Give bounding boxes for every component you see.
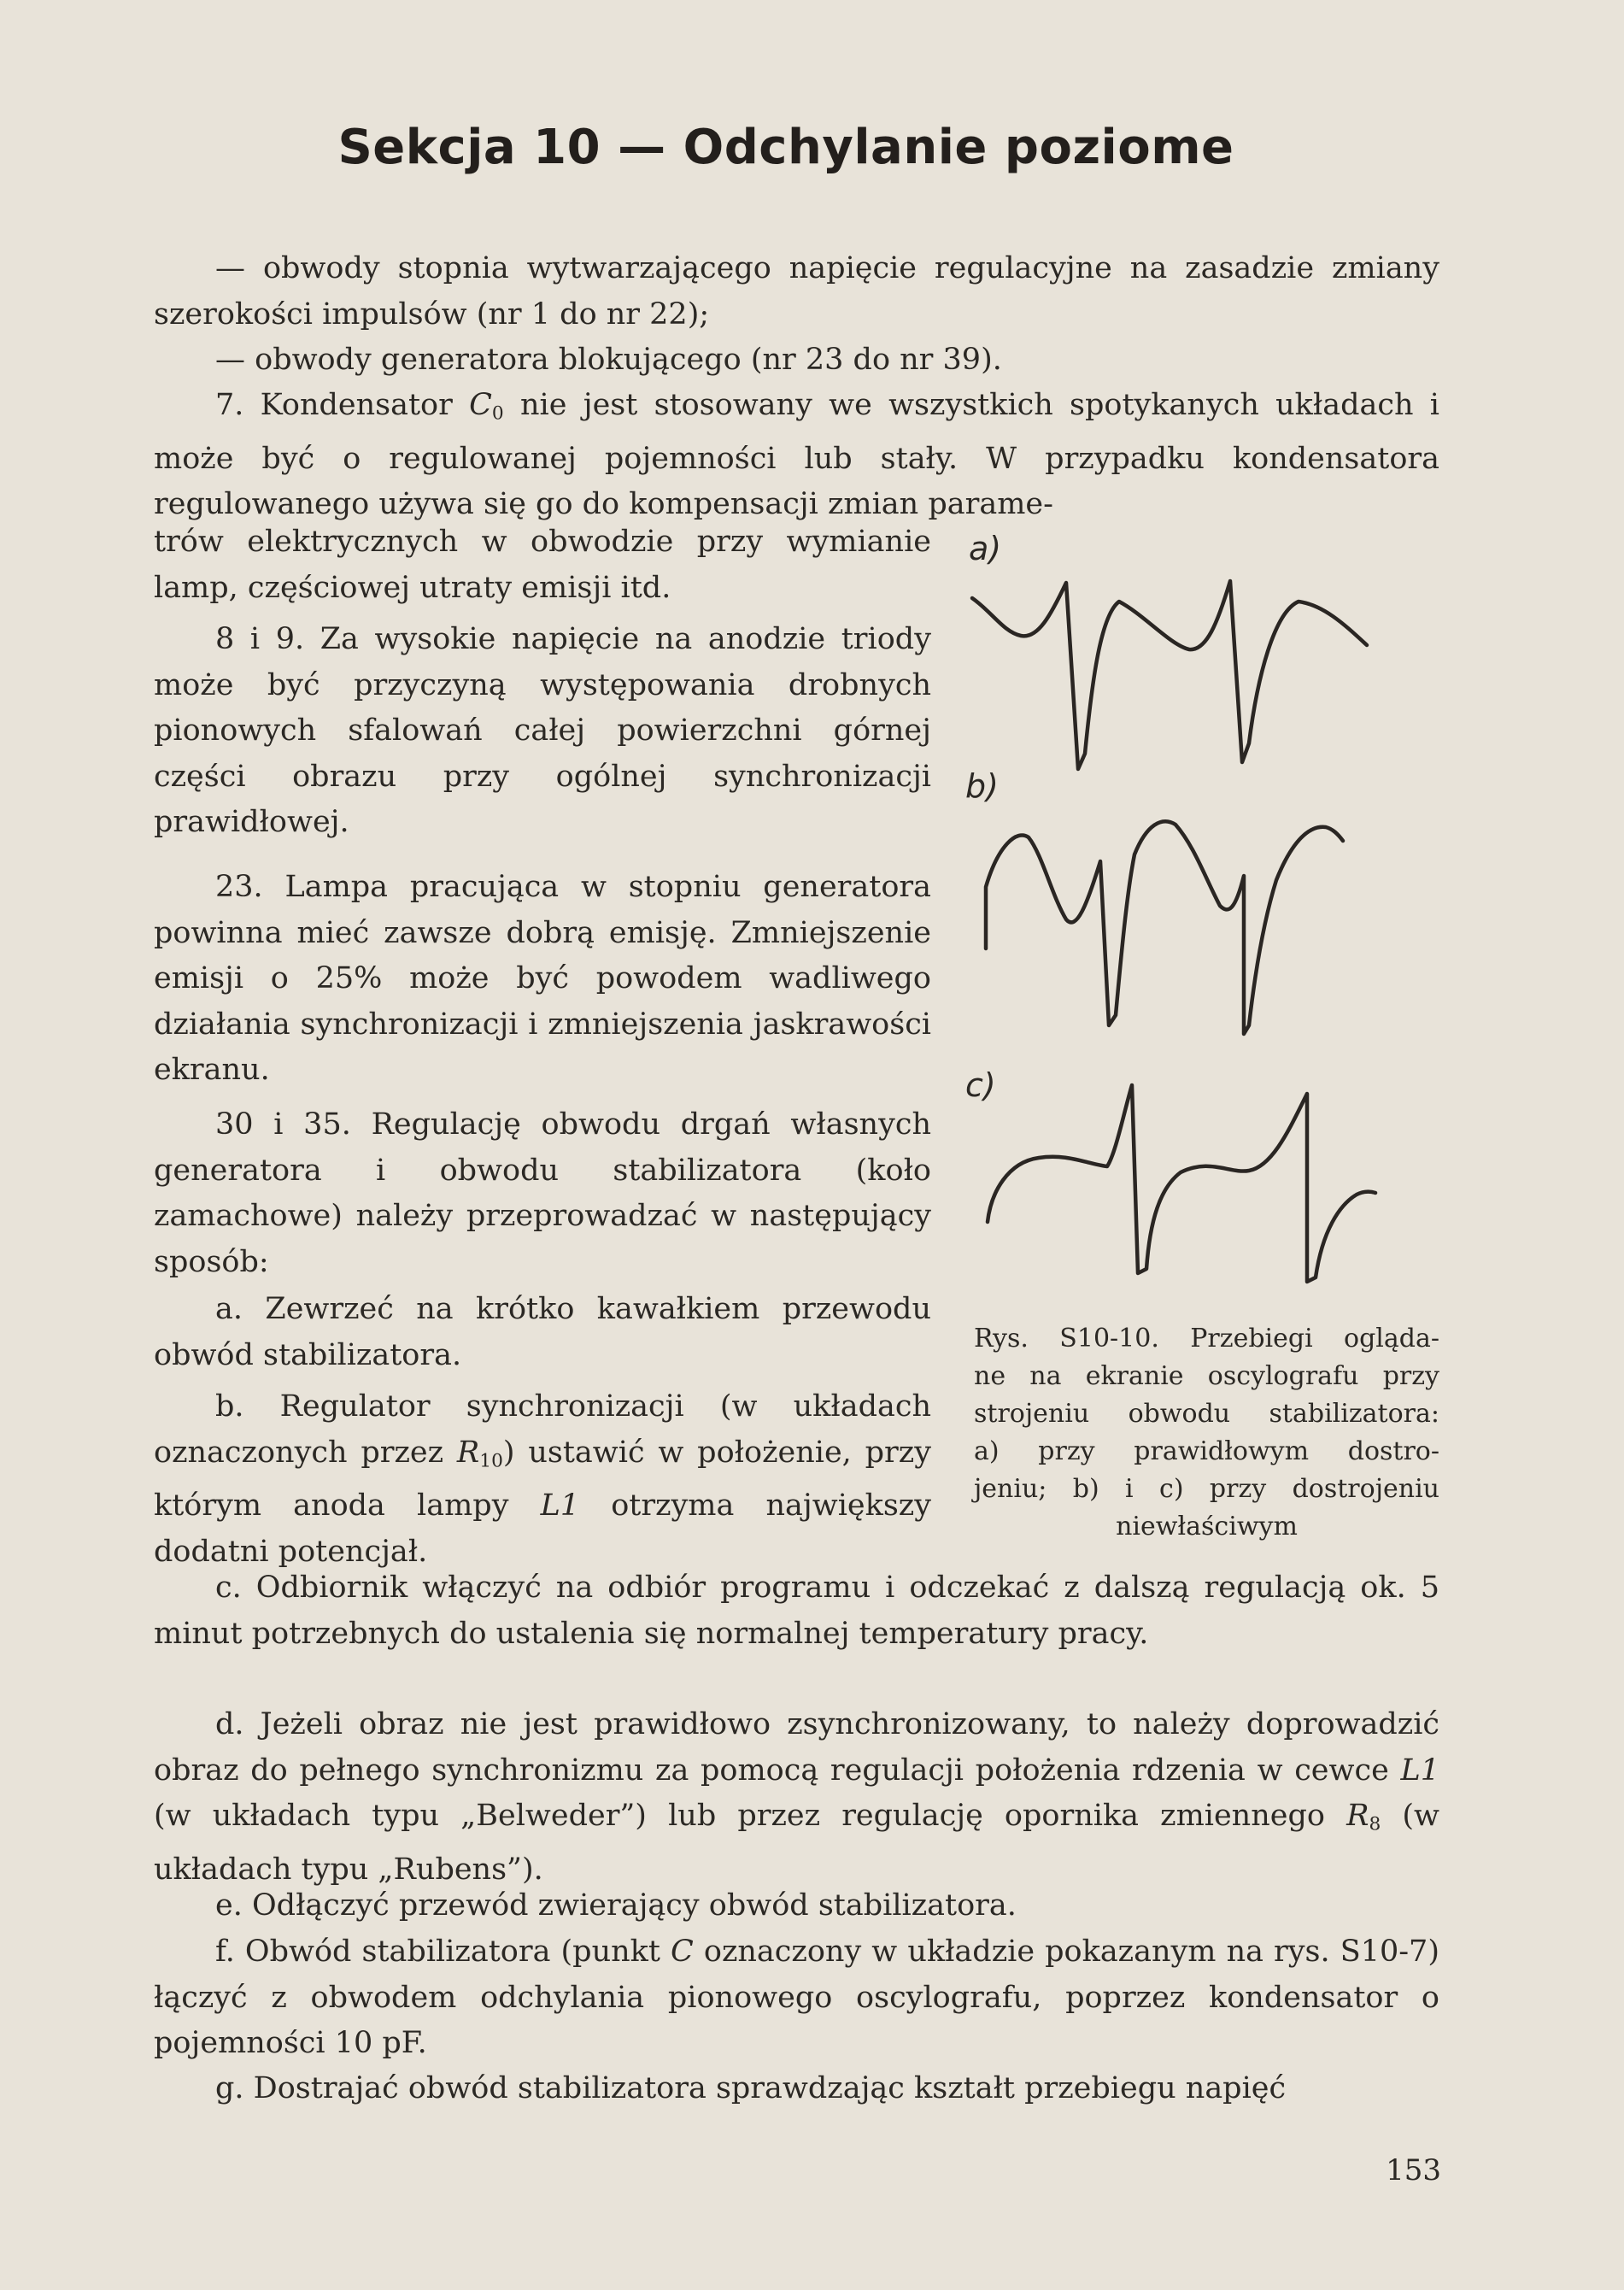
paragraph-point-7: 7. Kondensator $C_0$ nie jest stosowany we wszystkich spotykanych układach i może być o regulowanej pojemności lub stały. W przypadku kondensatora regulowanego używa się go do kompensacji zmian parame-: [154, 388, 1439, 522]
waveform-c: [988, 1085, 1375, 1282]
paragraph-step-a: a. Zewrzeć na krótko kawałkiem przewodu obwód stabilizatora.: [154, 1292, 931, 1372]
paragraph-step-e: e. Odłączyć przewód zwierający obwód stabilizatora.: [215, 1888, 1017, 1923]
paragraph-point-30-35: 30 i 35. Regulację obwodu drgań własnych generatora i obwodu stabilizatora (koło zamachowe) należy przeprowadzać w następujący sposób:: [154, 1107, 931, 1279]
waveform-a: [972, 581, 1367, 769]
paragraph-step-c: c. Odbiornik włączyć na odbiór programu i odczekać z dalszą regulacją ok. 5 minut potrzebnych do ustalenia się normalnej temperatury pracy.: [154, 1571, 1439, 1651]
paragraph-step-g: g. Dostrajać obwód stabilizatora sprawdzając kształt przebiegu napięć: [215, 2071, 1287, 2105]
subscript: 0: [491, 402, 504, 425]
waveform-b: [986, 821, 1343, 1034]
label-a: a): [969, 530, 1002, 567]
paragraph-step-b: b. Regulator synchronizacji (w układach oznaczonych przez $R_{10}$) ustawić w położenie, przy którym anoda lampy L1 otrzyma największy dodatni potencjał.: [154, 1389, 931, 1569]
paragraph-list-item-1: — obwody stopnia wytwarzającego napięcie regulacyjne na zasadzie zmiany szerokości impulsów (nr 1 do nr 22);: [154, 251, 1439, 332]
paragraph-point-23: 23. Lampa pracująca w stopniu generatora powinna mieć zawsze dobrą emisję. Zmniejszenie emisji o 25% może być powodem wadliwego działania synchronizacji i zmniejszenia jaskrawości ekranu.: [154, 870, 931, 1087]
paragraph-point-7-continued: trów elektrycznych w obwodzie przy wymianie lamp, częściowej utraty emisji itd.: [154, 525, 931, 605]
figure-caption: Rys. S10-10. Przebiegi ogląda- ne na ekranie oscylografu przy strojeniu obwodu stabilizatora: a) przy prawidłowym dostro- jeniu; b) i c) przy dostrojeniu niewłaściwym: [974, 1324, 1439, 1541]
label-c: c): [965, 1066, 996, 1104]
paragraph-step-f: f. Obwód stabilizatora (punkt C oznaczony w układzie pokazanym na rys. S10-7) łączyć z obwodem odchylania pionowego oscylografu, poprzez kondensator o pojemności 10 pF.: [154, 1935, 1439, 2060]
paragraph-step-d: d. Jeżeli obraz nie jest prawidłowo zsynchronizowany, to należy doprowadzić obraz do pełnego synchronizmu za pomocą regulacji położenia rdzenia w cewce L1 (w układach typu „Belweder”) lub przez regulację opornika zmiennego $R_8$ (w układach typu „Rubens”).: [154, 1707, 1439, 1887]
paragraph-point-8-9: 8 i 9. Za wysokie napięcie na anodzie triody może być przyczyną występowania drobnych pionowych sfalowań całej powierzchni górnej części obrazu przy ogólnej synchronizacji prawidłowej.: [154, 622, 931, 839]
symbol-c: C: [469, 388, 492, 422]
waveform-drawing: [957, 530, 1435, 1316]
page-number: 153: [1386, 2153, 1441, 2187]
label-b: b): [965, 767, 999, 805]
section-heading: Sekcja 10 — Odchylanie poziome: [337, 120, 1234, 175]
paragraph-list-item-2: — obwody generatora blokującego (nr 23 do nr 39).: [215, 343, 1002, 377]
waveform-figure: [957, 530, 1435, 1316]
